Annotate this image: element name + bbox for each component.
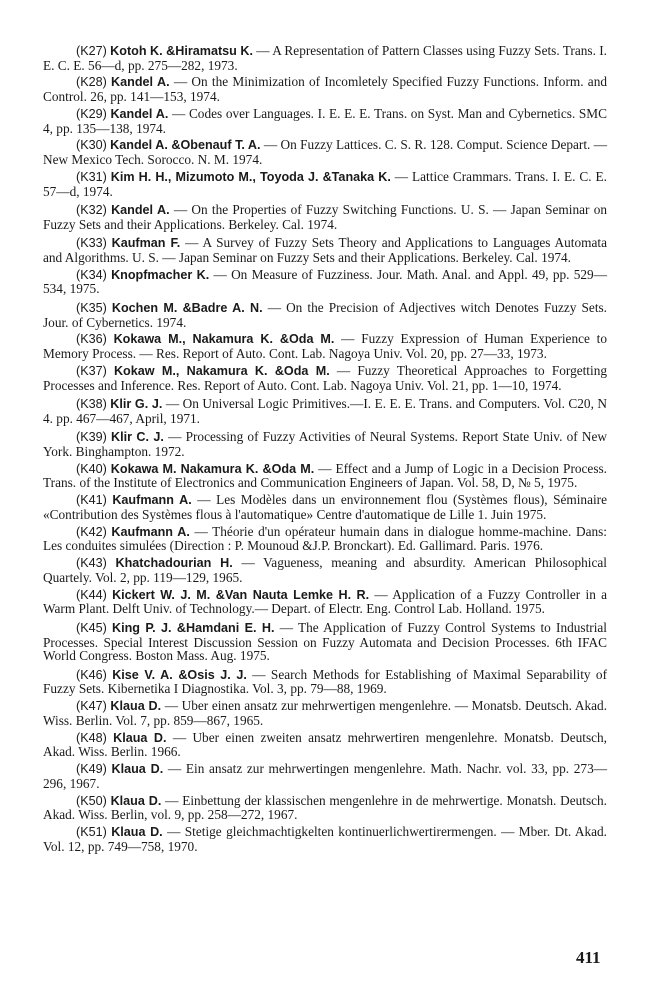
reference-entry <box>43 107 607 135</box>
reference-id: (K30) <box>76 138 107 153</box>
reference-id: (K49) <box>76 762 107 777</box>
reference-text: — On the Properties of Fuzzy Switching Functions. U. S. — Japan Seminar on Fuzzy Sets and their Applications. Berkeley. Cal. 1974. <box>43 202 607 232</box>
reference-authors: Khatchadourian H. <box>115 556 233 571</box>
reference-id: (K47) <box>76 699 107 714</box>
reference-id: (K35) <box>76 300 107 315</box>
reference-text: — A Survey of Fuzzy Sets Theory and Applications to Languages Automata and Algorithms. U. S. — Japan Seminar on Fuzzy Sets and their Applications. Berkeley. Cal. 1974. <box>43 235 607 265</box>
reference-authors: Kaufman F. <box>111 236 181 251</box>
reference-authors: Klaua D. <box>110 793 162 808</box>
reference-authors: Kandel A. <box>110 106 169 121</box>
reference-text: — Les Modèles dans un environnement flou (Systèmes flous), Séminaire «Contribution des Systèmes flous à l'automatique» Centre d'automatique de Lille 1. Juin 1975. <box>43 492 608 522</box>
reference-text: — Lattice Crammars. Trans. I. E. C. E. 57—d, 1974. <box>43 168 608 199</box>
reference-id: (K51) <box>76 825 107 840</box>
reference-authors: Knopfmacher K. <box>111 267 210 282</box>
reference-text: — On Fuzzy Lattices. C. S. R. 128. Comput. Science Depart. — New Mexico Tech. Sorocco. N. M. 1974. <box>43 137 608 168</box>
reference-text: — On Universal Logic Primitives.—I. E. E. E. Trans. and Computers. Vol. C20, N 4. pp. 467—467, April, 1971. <box>43 396 607 426</box>
reference-entry <box>43 138 607 166</box>
reference-text: — Uber einen ansatz zur mehrwertigen mengenlehre. — Monatsb. Deutsch. Akad. Wiss. Berlin. Vol. 7, pp. 859—867, 1965. <box>43 698 608 728</box>
reference-text: — Uber einen zweiten ansatz mehrwertiren mengenlehre. Monatsb. Deutsch, Akad. Wiss. Berlin. 1966. <box>43 729 608 760</box>
reference-entry <box>43 525 607 553</box>
page-number: 411 <box>576 948 601 967</box>
reference-authors: Klaua D. <box>111 825 163 840</box>
reference-id: (K41) <box>76 493 107 508</box>
reference-entry <box>43 825 607 853</box>
reference-entry <box>43 588 607 616</box>
reference-id: (K29) <box>76 106 107 121</box>
reference-id: (K27) <box>76 44 107 58</box>
reference-id: (K50) <box>76 793 107 808</box>
reference-entry <box>43 397 607 425</box>
reference-authors: King P. J. &Hamdani E. H. <box>112 620 275 635</box>
reference-text: — The Application of Fuzzy Control Systems to Industrial Processes. Special Interest Discussion Session on Fuzzy Automata and Decision Processes. 6th IFAC World Congress. Boston Mass. Aug. 1975. <box>43 619 607 664</box>
reference-entry <box>43 170 607 198</box>
reference-authors: Kochen M. &Badre A. N. <box>111 300 263 315</box>
reference-text: — Ein ansatz zur mehrwertingen mengenlehre. Math. Nachr. vol. 33, pp. 273—296, 1967. <box>43 761 608 791</box>
reference-authors: Kickert W. J. M. &Van Nauta Lemke H. R. <box>112 587 370 602</box>
reference-authors: Kokaw M., Nakamura K. &Oda M. <box>113 363 330 378</box>
reference-id: (K33) <box>76 236 107 251</box>
reference-id: (K48) <box>76 730 107 745</box>
reference-authors: Kise V. A. &Osis J. J. <box>112 667 247 682</box>
reference-text: — Codes over Languages. I. E. E. E. Trans. on Syst. Man and Cybernetics. SMC 4, pp. 135—138, 1974. <box>43 105 607 136</box>
reference-authors: Klaua D. <box>111 762 164 777</box>
reference-entry <box>43 44 607 72</box>
reference-text: — On the Precision of Adjectives witch Denotes Fuzzy Sets. Jour. of Cybernetics. 1974. <box>43 299 608 330</box>
reference-text: — Fuzzy Theoretical Approaches to Forgetting Processes and Inference. Res. Report of Auto. Cont. Lab. Nagoya Univ. Vol. 21, pp. 1—10, 1974. <box>43 362 607 393</box>
reference-authors: Kokawa M. Nakamura K. &Oda M. <box>110 461 315 476</box>
reference-entry <box>43 556 607 584</box>
reference-authors: Kaufmann A. <box>111 524 190 539</box>
reference-entry <box>43 731 607 759</box>
reference-entry <box>43 794 607 822</box>
reference-entry <box>43 621 607 663</box>
reference-entry <box>43 699 607 727</box>
reference-id: (K34) <box>76 267 107 282</box>
reference-id: (K38) <box>76 397 107 412</box>
reference-entry <box>43 268 607 296</box>
reference-authors: Kandel A. <box>111 203 170 218</box>
reference-id: (K32) <box>76 203 107 218</box>
reference-entry <box>43 430 607 458</box>
reference-authors: Klir C. J. <box>111 430 164 445</box>
reference-id: (K39) <box>76 430 107 445</box>
reference-authors: Klir G. J. <box>110 397 163 412</box>
reference-authors: Kim H. H., Mizumoto M., Toyoda J. &Tanaka K. <box>110 169 391 184</box>
reference-text: — Search Methods for Establishing of Maximal Separability of Fuzzy Sets. Kibernetika I Diagnostika. Vol. 3, pp. 79—88, 1969. <box>43 666 607 697</box>
reference-authors: Kandel A. &Obenauf T. A. <box>110 138 261 153</box>
reference-id: (K42) <box>76 524 107 539</box>
reference-list <box>43 44 607 857</box>
reference-authors: Klaua D. <box>110 699 162 714</box>
reference-entry <box>43 332 607 360</box>
reference-text: — Application of a Fuzzy Controller in a Warm Plant. Delft Univ. of Technology.— Depart. of Electr. Eng. Control Lab. Holland. 1975. <box>43 586 608 617</box>
reference-text: — Einbettung der klassischen mengenlehre in de mehrwertige. Monatsh. Deutsch. Akad. Wiss. Berlin, vol. 9, pp. 258—272, 1967. <box>43 792 608 823</box>
reference-id: (K37) <box>76 363 107 378</box>
reference-id: (K28) <box>76 75 107 90</box>
reference-authors: Kaufmann A. <box>112 493 192 508</box>
reference-id: (K44) <box>76 587 107 602</box>
reference-text: — Théorie d'un opérateur humain dans in dialogue homme-machine. Dans: Les conduites simulées (Direction : P. Mounoud &J.P. Bronckart). Ed. Gallimard. Paris. 1976. <box>43 523 607 554</box>
reference-text: — On Measure of Fuzziness. Jour. Math. Anal. and Appl. 49, pp. 529—534, 1975. <box>43 266 607 297</box>
reference-entry <box>43 75 607 103</box>
reference-entry <box>43 462 607 490</box>
reference-entry <box>43 364 607 392</box>
reference-entry <box>43 301 607 329</box>
reference-id: (K45) <box>76 620 107 635</box>
reference-authors: Klaua D. <box>113 730 167 745</box>
reference-text: — Stetige gleichmachtigkelten kontinuerlichwertirermengen. — Mber. Dt. Akad. Vol. 12, pp. 749—758, 1970. <box>43 824 607 854</box>
reference-id: (K40) <box>76 461 107 476</box>
reference-entry <box>43 236 607 264</box>
reference-text: — Processing of Fuzzy Activities of Neural Systems. Report State Univ. of New York. Binghampton. 1972. <box>43 429 608 459</box>
reference-authors: Kotoh K. &Hiramatsu K. <box>110 44 253 58</box>
reference-entry <box>43 762 607 790</box>
reference-id: (K43) <box>76 556 107 571</box>
reference-id: (K31) <box>76 169 107 184</box>
reference-entry <box>43 493 607 521</box>
reference-id: (K36) <box>76 332 107 347</box>
reference-text: — Effect and a Jump of Logic in a Decision Process. Trans. of the Institute of Electronics and Communication Engineers of Japan. Vol. 58, D, № 5, 1975. <box>43 460 607 491</box>
reference-text: — Fuzzy Expression of Human Experience to Memory Process. — Res. Report of Auto. Cont. Lab. Nagoya Univ. Vol. 20, pp. 27—33, 1973. <box>43 331 608 362</box>
reference-id: (K46) <box>76 667 107 682</box>
reference-entry <box>43 203 607 231</box>
reference-authors: Kokawa M., Nakamura K. &Oda M. <box>113 332 335 347</box>
reference-entry <box>43 668 607 696</box>
reference-text: — Vagueness, meaning and absurdity. American Philosophical Quartely. Vol. 2, pp. 119—129, 1965. <box>43 555 607 585</box>
reference-text: — A Representation of Pattern Classes using Fuzzy Sets. Trans. I. E. C. E. 56—d, pp. 275—282, 1973. <box>43 43 607 73</box>
reference-text: — On the Minimization of Incomletely Specified Fuzzy Functions. Inform. and Control. 26, pp. 141—153, 1974. <box>43 74 607 105</box>
reference-authors: Kandel A. <box>111 75 170 90</box>
